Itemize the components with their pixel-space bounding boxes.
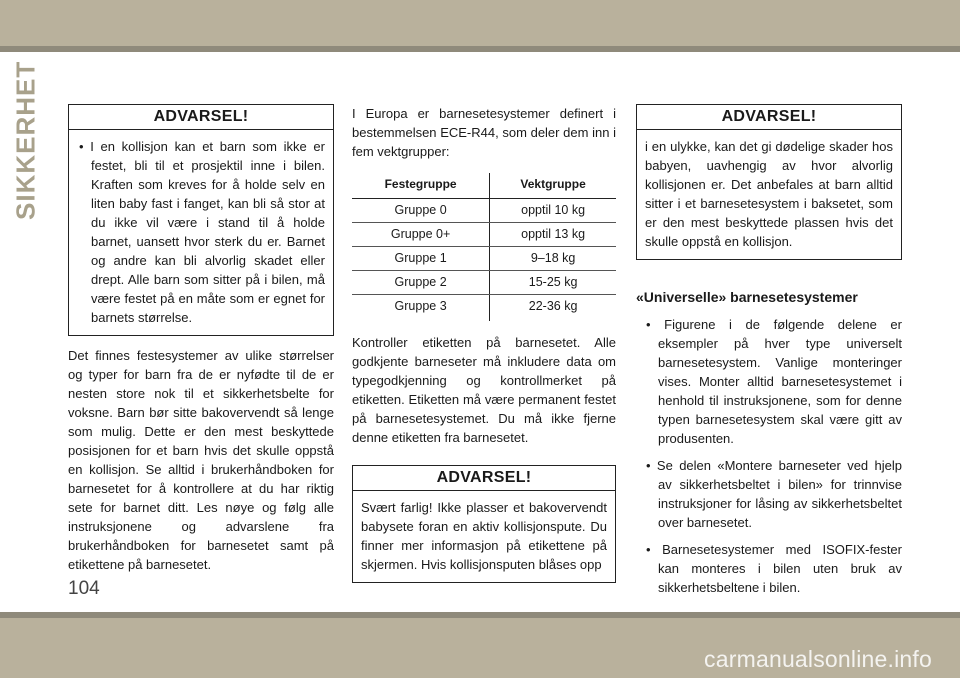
table-header-row bbox=[352, 173, 616, 199]
table-row bbox=[352, 247, 616, 271]
ece-intro-paragraph: I Europa er barnesetesystemer definert i bestemmelsen ECE-R44, som deler dem inn i fem vektgrupper: bbox=[352, 106, 616, 159]
table-cell-group: Gruppe 2 bbox=[352, 271, 490, 295]
warning-box-child-projectile bbox=[68, 104, 334, 336]
warning-text: Svært farlig! Ikke plasser et bakovervendt babysete foran en aktiv kollisjonspute. Du finner mer informasjon på etikettene på skjermen. Hvis kollisjonsputen blåses opp bbox=[361, 499, 607, 572]
bottom-band-stripe bbox=[0, 612, 960, 618]
table-cell-group: Gruppe 0+ bbox=[352, 223, 490, 247]
table-row bbox=[352, 295, 616, 321]
table-cell-weight: 22-36 kg bbox=[528, 299, 578, 313]
column-right bbox=[636, 104, 902, 605]
table-cell-weight: 9–18 kg bbox=[490, 247, 616, 271]
top-header-band bbox=[0, 0, 960, 52]
table-cell-group: Gruppe 3 bbox=[352, 295, 490, 321]
table-header-cell: Vektgruppe bbox=[490, 173, 616, 199]
warning-heading: ADVARSEL! bbox=[69, 105, 333, 130]
table-row bbox=[352, 223, 616, 247]
list-item: • Figurene i de følgende delene er eksempler på hver type universelt barnesetesystem. Vanlige monteringer vises. Monter alltid barnesetesystemet i henhold til instruksjonene, som for denne typen barnesetesystem skal være gitt av produsenten. bbox=[646, 317, 902, 446]
list-item: • Se delen «Montere barneseter ved hjelp av sikkerhetsbeltet i bilen» for trinnvise instruksjoner for låsing av sikkerhetsbeltet over barnesetet. bbox=[646, 458, 902, 530]
column-middle bbox=[352, 104, 616, 593]
warning-box-airbag bbox=[352, 465, 616, 583]
table-cell-group: Gruppe 0 bbox=[352, 199, 490, 223]
warning-bullet-text: • I en kollisjon kan et barn som ikke er festet, bli til et prosjektil inne i bilen. Kraften som kreves for å holde selv en liten baby fast i fanget, kan bli så stor at du ikke vil være i stand til å holde barnet, uansett hvor sterk du er. Barnet og andre kan bli alvorlig skadet eller drept. Alle barn som sitter på i bilen, må være festet på en måte som er egnet for barnets størrelse. bbox=[79, 139, 325, 325]
table-cell-weight: opptil 13 kg bbox=[490, 223, 616, 247]
list-item: • Barnesetesystemer med ISOFIX-fester kan monteres i bilen uten bruk av sikkerhetsbeltene i bilen. bbox=[646, 542, 902, 595]
weight-group-table bbox=[352, 173, 616, 321]
page-number: 104 bbox=[68, 578, 100, 599]
table-row bbox=[352, 271, 616, 295]
section-side-label: SIKKERHET bbox=[10, 60, 41, 220]
warning-heading: ADVARSEL! bbox=[353, 466, 615, 491]
top-band-stripe bbox=[0, 46, 960, 52]
table-row bbox=[352, 199, 616, 223]
label-check-paragraph: Kontroller etiketten på barnesetet. Alle godkjente barneseter må inkludere data om typegodkjenning og kontrollmerket på etiketten. Etiketten må være permanent festet på barnesetesystemet. Du må ikke fjerne denne etiketten fra barnesetet. bbox=[352, 334, 616, 445]
universal-seats-heading: «Universelle» barnesetesystemer bbox=[636, 289, 858, 305]
warning-box-airbag-continued bbox=[636, 104, 902, 260]
warning-text: i en ulykke, kan det gi dødelige skader hos babyen, uavhengig av hvor alvorlig kollisjonen er. Det anbefales at barn alltid sitter i et barnesetesystem i baksetet, som er den mest beskyttede plassen hvis det skulle oppstå en kollisjon. bbox=[645, 139, 893, 249]
table-cell-weight: 15-25 kg bbox=[490, 271, 616, 295]
child-restraint-paragraph: Det finnes festesystemer av ulike størrelser og typer for barn fra de er nyfødte til de er nesten store nok til et sikkerhetsbelte for voksne. Barn bør sitte bakovervendt så lenge som mulig. Dette er den mest beskyttede posisjonen for et barn hvis det skulle oppstå en kollisjon. Se alltid i brukerhåndboken for barnesetet for å kontrollere at du har riktig sete for barnet ditt. Les nøye og følg alle instruksjonene og advarslene fra brukerhåndboken for barnesetet samt på etikettene på barnesetet. bbox=[68, 348, 334, 572]
warning-heading: ADVARSEL! bbox=[637, 105, 901, 130]
column-left bbox=[68, 104, 334, 574]
universal-seats-bullet-list bbox=[636, 315, 902, 597]
table-cell-group: Gruppe 1 bbox=[352, 247, 490, 271]
table-cell-weight: opptil 10 kg bbox=[490, 199, 616, 223]
watermark-text: carmanualsonline.info bbox=[704, 646, 932, 672]
table-header-cell: Festegruppe bbox=[352, 173, 490, 199]
